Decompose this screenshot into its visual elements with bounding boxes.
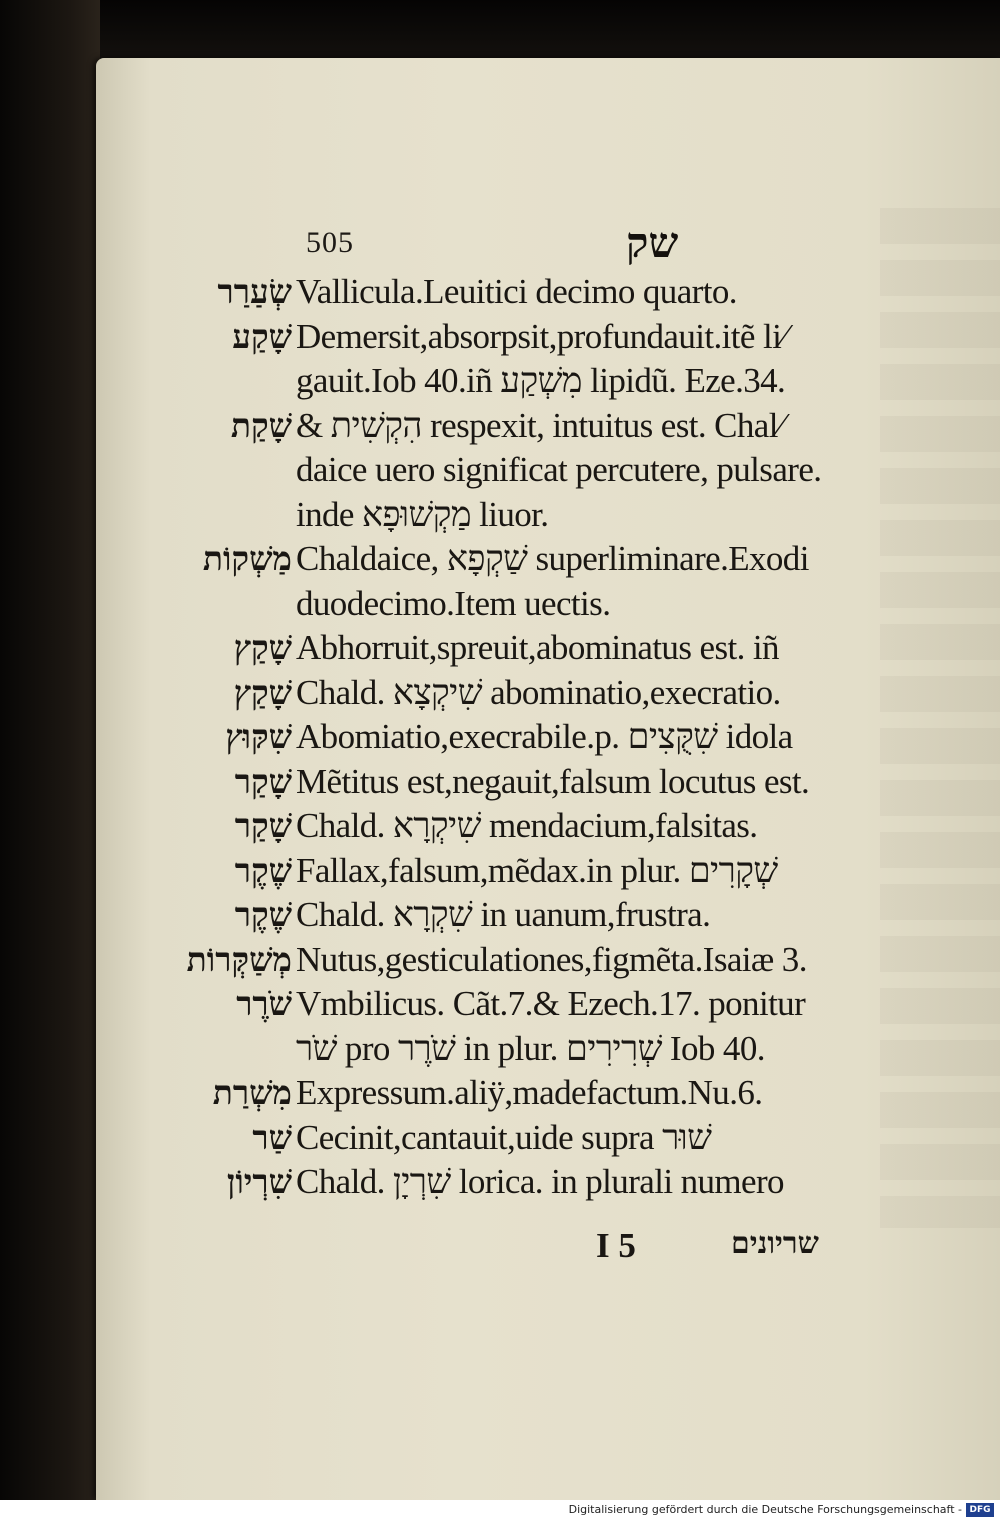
dictionary-entry <box>96 1071 1000 1116</box>
entry-text: Chald. שִׁיקְצָא abominatio,execratio. <box>296 672 781 712</box>
entry-text: Mẽtitus est,negauit,falsum locutus est. <box>296 761 810 801</box>
hebrew-headword: מַשְׁקוֹת <box>202 539 292 578</box>
dictionary-entry <box>96 493 1000 538</box>
catchword: שריונים <box>731 1226 819 1261</box>
dictionary-entry <box>96 849 1000 894</box>
entry-text: שֹׁר pro שֹׁרֶר in plur. שְׁרִירִים Iob 40. <box>296 1028 765 1068</box>
entry-text: Demersit,absorpsit,profundauit.itẽ li⁄ <box>296 316 787 356</box>
running-head: שק <box>626 221 679 267</box>
scan-book-gutter <box>0 0 100 1500</box>
dictionary-entry <box>96 626 1000 671</box>
dictionary-entry <box>96 1027 1000 1072</box>
dictionary-entry <box>96 893 1000 938</box>
dictionary-entry <box>96 982 1000 1027</box>
hebrew-headword: שָׁקַע <box>232 316 292 356</box>
entry-text: & הִקְשִׁית respexit, intuitus est. Chal⁄ <box>296 405 784 445</box>
entry-text: Abhorruit,spreuit,abominatus est. iñ <box>296 628 779 667</box>
scan-top-margin <box>0 0 1000 62</box>
entry-text: Abomiatio,execrabile.p. שִׁקֻּצִים idola <box>296 717 793 756</box>
entry-text: Chald. שִׁקְרָא in uanum,frustra. <box>296 895 711 934</box>
hebrew-headword: מְשַׁקְּרוֹת <box>186 939 292 979</box>
dictionary-entry <box>96 537 1000 582</box>
dictionary-entry <box>96 715 1000 760</box>
hebrew-headword: שָׁקַר <box>234 761 292 801</box>
dictionary-entry <box>96 1116 1000 1161</box>
dictionary-entry <box>96 804 1000 849</box>
dictionary-entry <box>96 448 1000 493</box>
hebrew-headword: מִשְׁרַת <box>212 1073 292 1112</box>
entry-text: inde מַקְשׁוּפָא liuor. <box>296 494 549 534</box>
entry-text: Fallax,falsum,mẽdax.in plur. שְׁקָרִים <box>296 850 778 890</box>
page-header <box>96 221 1000 270</box>
hebrew-headword: שָׁקַת <box>230 405 292 445</box>
dictionary-entry <box>96 582 1000 627</box>
dictionary-entry <box>96 938 1000 983</box>
hebrew-headword: שִׁרְיוֹן <box>226 1162 292 1201</box>
hebrew-headword: שְׂעַרַר <box>217 272 292 311</box>
hebrew-headword: שִׁקּוּץ <box>225 717 292 756</box>
signature-row <box>96 1226 1000 1276</box>
dictionary-entry <box>96 404 1000 449</box>
hebrew-headword: שַׁר <box>252 1117 292 1157</box>
dictionary-entries <box>96 270 1000 1205</box>
entry-text: Vmbilicus. Cãt.7.& Ezech.17. ponitur <box>296 984 806 1023</box>
entry-text: gauit.Iob 40.iñ מִשְׁקַע lipidũ. Eze.34. <box>296 361 786 400</box>
dfg-logo: DFG <box>966 1503 994 1517</box>
entry-text: Expressum.aliÿ,madefactum.Nu.6. <box>296 1073 763 1112</box>
hebrew-headword: שָׁקַץ <box>233 672 292 712</box>
entry-text: duodecimo.Item uectis. <box>296 583 611 623</box>
signature-mark: I 5 <box>596 1226 636 1265</box>
hebrew-headword: שָׁקַץ <box>233 628 292 667</box>
entry-text: Chald. שִׁיקְרָא mendacium,falsitas. <box>296 806 758 845</box>
hebrew-headword: שָׁקַר <box>234 806 292 845</box>
hebrew-headword: שֶׁקֶר <box>234 895 292 934</box>
digitization-footer <box>0 1500 1000 1520</box>
footer-credit: Digitalisierung gefördert durch die Deutsche Forschungsgemeinschaft - <box>568 1503 962 1516</box>
dictionary-entry <box>96 760 1000 805</box>
folio-number: 505 <box>306 226 354 259</box>
entry-text: Chaldaice, שַׁקְפָא superliminare.Exodi <box>296 539 809 578</box>
entry-text: daice uero significat percutere, pulsare. <box>296 450 822 489</box>
hebrew-headword: שֶׁקֶר <box>234 850 292 890</box>
dictionary-entry <box>96 671 1000 716</box>
dictionary-entry <box>96 315 1000 360</box>
dictionary-entry <box>96 270 1000 315</box>
dictionary-entry <box>96 359 1000 404</box>
entry-text: Nutus,gesticulationes,figmẽta.Isaiæ 3. <box>296 939 807 979</box>
entry-text: Chald. שִׁרְיָן lorica. in plurali numero <box>296 1162 784 1201</box>
hebrew-headword: שֹׁרֶר <box>236 984 292 1023</box>
entry-text: Vallicula.Leuitici decimo quarto. <box>296 272 737 311</box>
book-page <box>96 58 1000 1500</box>
entry-text: Cecinit,cantauit,uide supra שׁוּר <box>296 1117 712 1157</box>
dictionary-entry <box>96 1160 1000 1205</box>
